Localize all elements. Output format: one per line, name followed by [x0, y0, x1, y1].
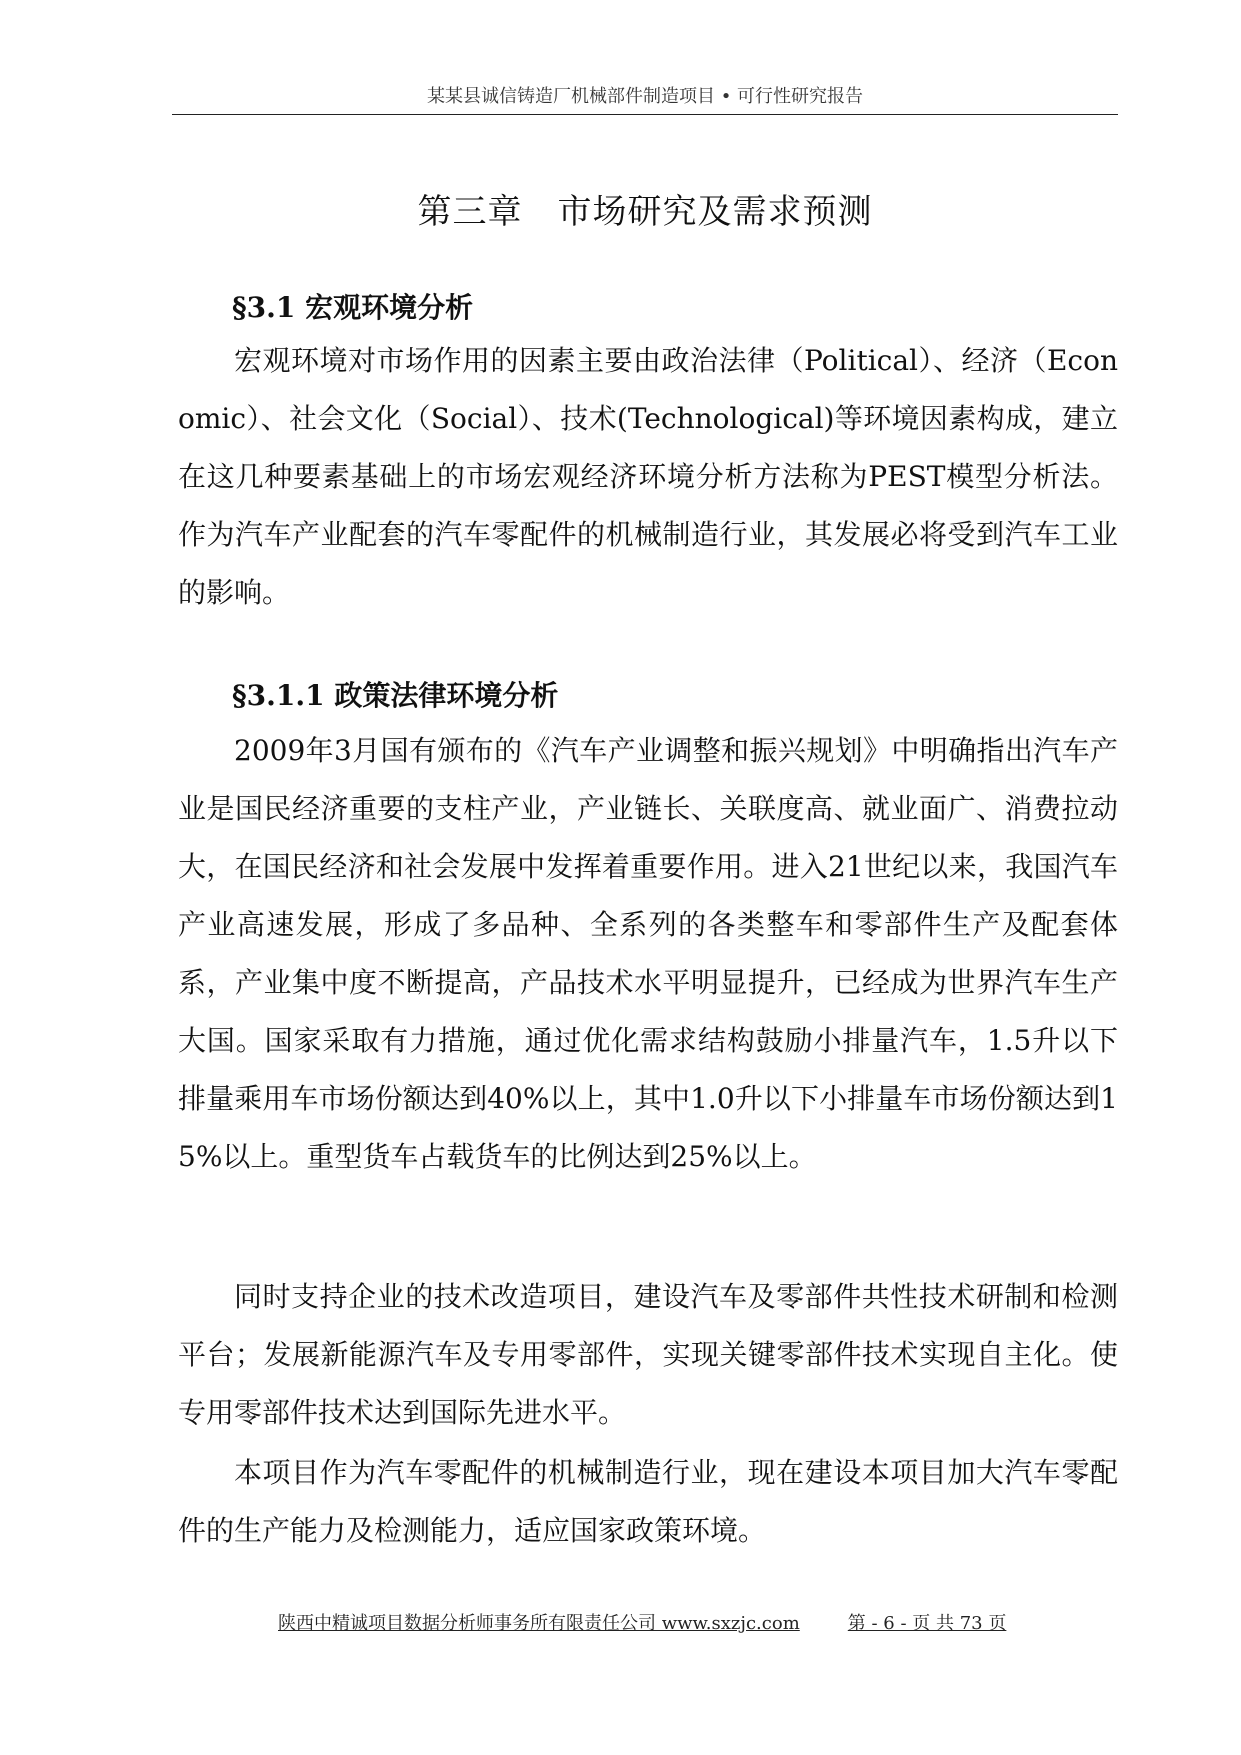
paragraph-project-statement: 本项目作为汽车零配件的机械制造行业，现在建设本项目加大汽车零配件的生产能力及检测能力，适应国家政策环境。 [178, 1456, 1118, 1547]
paragraph-macro-environment: 宏观环境对市场作用的因素主要由政治法律（Political）、经济（Economic）、社会文化（Social）、技术(Technological)等环境因素构成，建立在这几种要素基础上的市场宏观经济环境分析方法称为PEST模型分析法。作为汽车产业配套的汽车零配件的机械制造行业，其发展必将受到汽车工业的影响。 [178, 344, 1118, 609]
chapter-title: 第三章 市场研究及需求预测 [417, 192, 873, 232]
section-heading-3-1: §3.1 宏观环境分析 [232, 291, 474, 324]
footer-company: 陕西中精诚项目数据分析师事务所有限责任公司 www.sxzjc.com [278, 1613, 800, 1634]
paragraph-tech-support: 同时支持企业的技术改造项目，建设汽车及零部件共性技术研制和检测平台；发展新能源汽车及专用零部件，实现关键零部件技术实现自主化。使专用零部件技术达到国际先进水平。 [178, 1280, 1118, 1429]
paragraph-policy-plan: 2009年3月国有颁布的《汽车产业调整和振兴规划》中明确指出汽车产业是国民经济重要的支柱产业，产业链长、关联度高、就业面广、消费拉动大，在国民经济和社会发展中发挥着重要作用。进入21世纪以来，我国汽车产业高速发展，形成了多品种、全系列的各类整车和零部件生产及配套体系，产业集中度不断提高，产品技术水平明显提升，已经成为世界汽车生产大国。国家采取有力措施，通过优化需求结构鼓励小排量汽车，1.5升以下排量乘用车市场份额达到40%以上，其中1.0升以下小排量车市场份额达到15%以上。重型货车占载货车的比例达到25%以上。 [178, 734, 1118, 1173]
section-heading-3-1-1: §3.1.1 政策法律环境分析 [232, 679, 559, 712]
footer-page-info: 第 - 6 - 页 共 73 页 [847, 1613, 1007, 1634]
page-footer [278, 1613, 1038, 1635]
header-divider [172, 114, 1118, 115]
page-header: 某某县诚信铸造厂机械部件制造项目 • 可行性研究报告 [426, 86, 864, 107]
